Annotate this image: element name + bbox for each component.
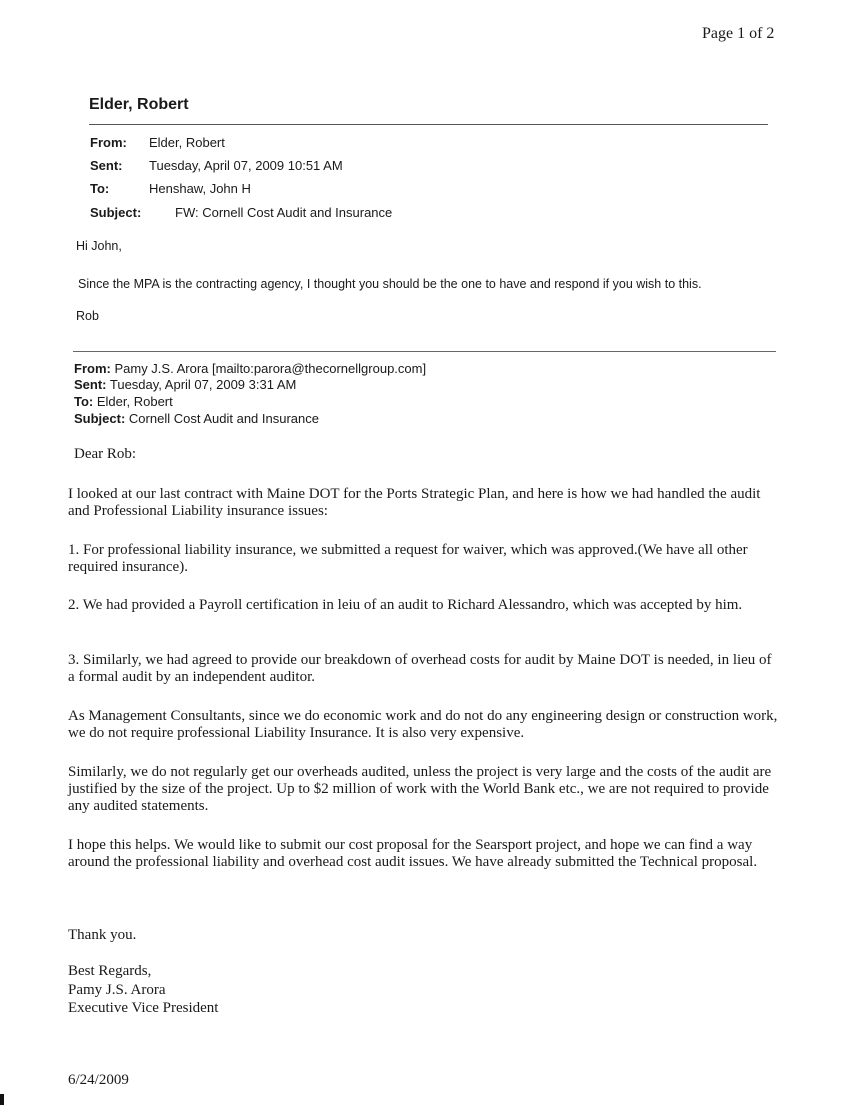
forwarded-to-value: Elder, Robert bbox=[96, 394, 173, 409]
sent-label: Sent: bbox=[90, 158, 123, 173]
paragraph-item-3: 3. Similarly, we had agreed to provide our breakdown of overhead costs for audit by Maine DOT is needed, in lieu of a formal audit by an independent auditor. bbox=[68, 652, 772, 685]
signer-name: Pamy J.S. Arora bbox=[68, 982, 166, 998]
forwarded-subject-value: Cornell Cost Audit and Insurance bbox=[128, 411, 319, 426]
forwarded-sent bbox=[74, 377, 296, 392]
forwarded-to-label: To: bbox=[74, 394, 94, 409]
forwarded-to bbox=[74, 394, 173, 409]
paragraph-intro: I looked at our last contract with Maine DOT for the Ports Strategic Plan, and here is how we had handled the audit and Professional Liability insurance issues: bbox=[68, 486, 761, 519]
best-regards: Best Regards, bbox=[68, 963, 152, 979]
forwarded-from-label: From: bbox=[74, 361, 111, 376]
paragraph-item-1: 1. For professional liability insurance, we submitted a request for waiver, which was approved.(We have all other required insurance). bbox=[68, 542, 748, 575]
forwarded-sent-value: Tuesday, April 07, 2009 3:31 AM bbox=[109, 377, 297, 392]
signer-title: Executive Vice President bbox=[68, 1000, 219, 1016]
forwarded-subject bbox=[74, 411, 319, 426]
header-divider bbox=[89, 124, 768, 125]
footer-date: 6/24/2009 bbox=[68, 1072, 129, 1088]
salutation: Dear Rob: bbox=[74, 446, 137, 462]
from-value: Elder, Robert bbox=[149, 135, 225, 150]
thank-you: Thank you. bbox=[68, 927, 137, 943]
forwarded-from bbox=[74, 361, 426, 376]
subject-label: Subject: bbox=[90, 205, 142, 220]
paragraph-overheads: Similarly, we do not regularly get our overheads audited, unless the project is very large and the costs of the audit are justified by the size of the project. Up to $2 million of work with the World Bank etc., we are not required to provide any audited statements. bbox=[68, 764, 772, 814]
message-signature: Rob bbox=[76, 309, 99, 323]
paragraph-item-2: 2. We had provided a Payroll certification in leiu of an audit to Richard Alessandro, which was accepted by him. bbox=[68, 597, 743, 613]
forwarded-sent-label: Sent: bbox=[74, 377, 107, 392]
scan-edge-mark bbox=[0, 1094, 4, 1105]
message-body: Since the MPA is the contracting agency, I thought you should be the one to have and respond if you wish to this. bbox=[78, 277, 702, 291]
paragraph-consultants: As Management Consultants, since we do economic work and do not do any engineering design or construction work, we do not require professional Liability Insurance. It is also very expensive. bbox=[68, 708, 778, 741]
mailbox-title: Elder, Robert bbox=[89, 96, 189, 113]
paragraph-closing: I hope this helps. We would like to submit our cost proposal for the Searsport project, and hope we can find a way around the professional liability and overhead cost audit issues. We have already submitted the Technical proposal. bbox=[68, 837, 758, 870]
to-value: Henshaw, John H bbox=[149, 181, 251, 196]
from-label: From: bbox=[90, 135, 127, 150]
forward-divider bbox=[73, 351, 776, 352]
greeting: Hi John, bbox=[76, 239, 122, 253]
sent-value: Tuesday, April 07, 2009 10:51 AM bbox=[149, 158, 343, 173]
forwarded-from-value: Pamy J.S. Arora [mailto:parora@thecornellgroup.com] bbox=[114, 361, 427, 376]
page-number: Page 1 of 2 bbox=[702, 25, 775, 42]
subject-value: FW: Cornell Cost Audit and Insurance bbox=[175, 205, 393, 220]
to-label: To: bbox=[90, 181, 110, 196]
forwarded-subject-label: Subject: bbox=[74, 411, 126, 426]
